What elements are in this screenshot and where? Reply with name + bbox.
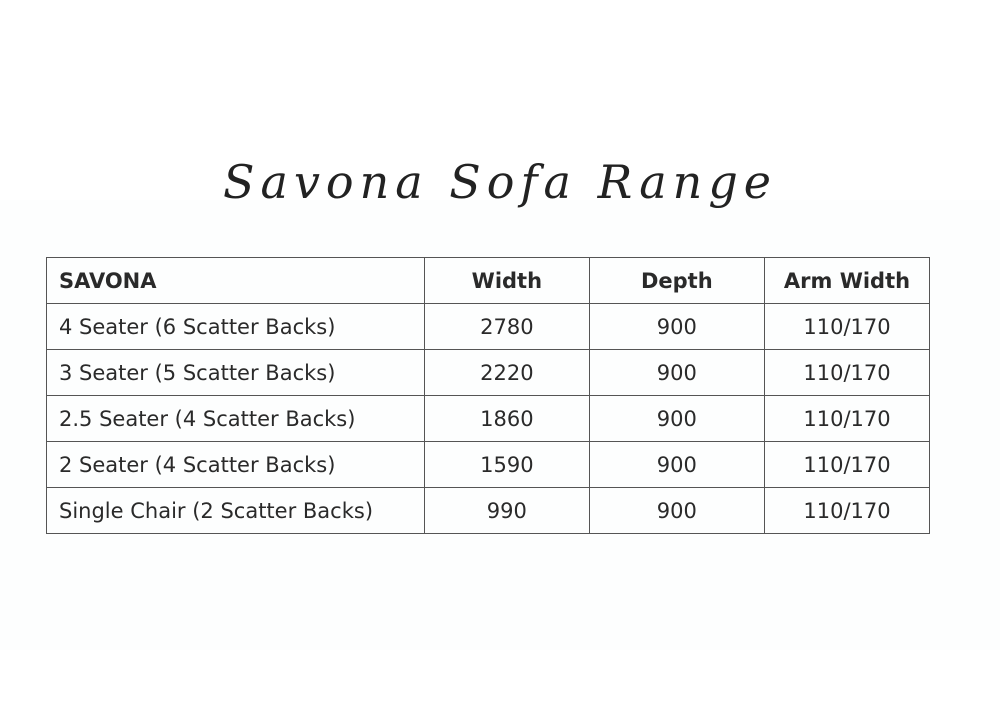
cell-model: 2.5 Seater (4 Scatter Backs) xyxy=(47,396,425,442)
cell-arm-width: 110/170 xyxy=(764,396,929,442)
cell-width: 990 xyxy=(425,488,590,534)
table-row xyxy=(47,442,930,488)
cell-depth: 900 xyxy=(589,442,764,488)
cell-arm-width: 110/170 xyxy=(764,488,929,534)
header-depth: Depth xyxy=(589,258,764,304)
cell-arm-width: 110/170 xyxy=(764,350,929,396)
table-row xyxy=(47,396,930,442)
cell-arm-width: 110/170 xyxy=(764,304,929,350)
table-row xyxy=(47,350,930,396)
header-width: Width xyxy=(425,258,590,304)
header-model: SAVONA xyxy=(47,258,425,304)
cell-depth: 900 xyxy=(589,350,764,396)
dimensions-table xyxy=(46,257,930,534)
table-row xyxy=(47,488,930,534)
cell-width: 1590 xyxy=(425,442,590,488)
cell-model: Single Chair (2 Scatter Backs) xyxy=(47,488,425,534)
cell-model: 4 Seater (6 Scatter Backs) xyxy=(47,304,425,350)
cell-width: 2220 xyxy=(425,350,590,396)
cell-depth: 900 xyxy=(589,396,764,442)
page-title: Savona Sofa Range xyxy=(223,155,777,209)
cell-arm-width: 110/170 xyxy=(764,442,929,488)
table-header-row xyxy=(47,258,930,304)
cell-model: 2 Seater (4 Scatter Backs) xyxy=(47,442,425,488)
cell-model: 3 Seater (5 Scatter Backs) xyxy=(47,350,425,396)
table-row xyxy=(47,304,930,350)
cell-depth: 900 xyxy=(589,304,764,350)
cell-width: 2780 xyxy=(425,304,590,350)
cell-depth: 900 xyxy=(589,488,764,534)
cell-width: 1860 xyxy=(425,396,590,442)
header-arm-width: Arm Width xyxy=(764,258,929,304)
